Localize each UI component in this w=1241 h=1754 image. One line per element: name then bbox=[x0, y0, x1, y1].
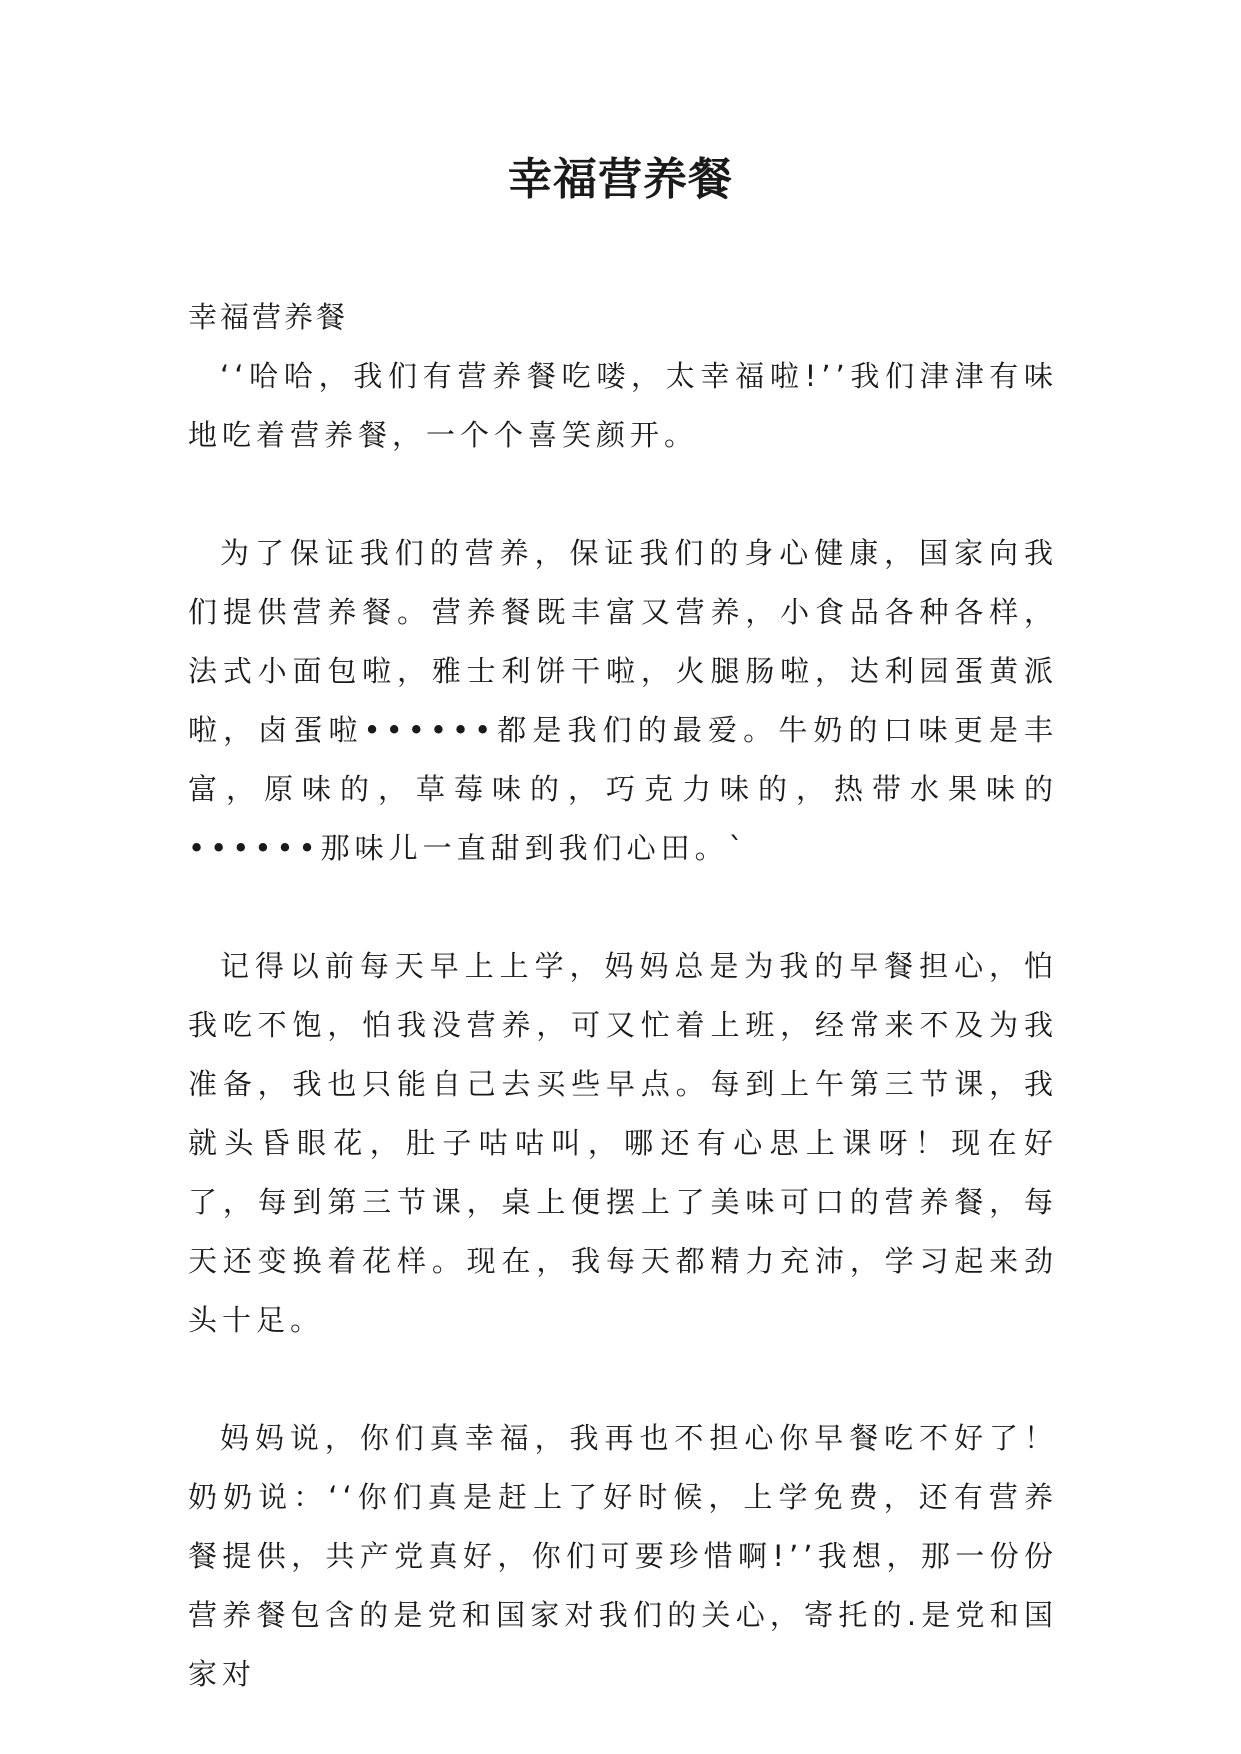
paragraph-4: 妈妈说，你们真幸福，我再也不担心你早餐吃不好了！奶奶说：‘‘你们真是赶上了好时候，上学免费，还有营养餐提供，共产党真好，你们可要珍惜啊!’’我想，那一份份营养餐包含的是党和国家对我们的关心，寄托的.是党和国家对 bbox=[188, 1421, 1058, 1691]
paragraph-spacer bbox=[188, 1350, 1058, 1409]
document-subtitle: 幸福营养餐 bbox=[188, 300, 349, 334]
paragraph-spacer bbox=[188, 878, 1058, 937]
document-body bbox=[188, 288, 1058, 1704]
paragraph-2: 为了保证我们的营养，保证我们的身心健康，国家向我们提供营养餐。营养餐既丰富又营养，小食品各种各样，法式小面包啦，雅士利饼干啦，火腿肠啦，达利园蛋黄派啦，卤蛋啦••••••都是我们的最爱。牛奶的口味更是丰富，原味的，草莓味的，巧克力味的，热带水果味的••••••那味儿一直甜到我们心田。` bbox=[188, 536, 1058, 865]
document-title: 幸福营养餐 bbox=[508, 154, 733, 205]
paragraph-spacer bbox=[188, 465, 1058, 524]
paragraph-3: 记得以前每天早上上学，妈妈总是为我的早餐担心，怕我吃不饱，怕我没营养，可又忙着上班，经常来不及为我准备，我也只能自己去买些早点。每到上午第三节课，我就头昏眼花，肚子咕咕叫，哪还有心思上课呀！现在好了，每到第三节课，桌上便摆上了美味可口的营养餐，每天还变换着花样。现在，我每天都精力充沛，学习起来劲头十足。 bbox=[188, 949, 1058, 1337]
paragraph-1: ‘‘哈哈，我们有营养餐吃喽，太幸福啦!’’我们津津有味地吃着营养餐，一个个喜笑颜开。 bbox=[188, 359, 1058, 452]
